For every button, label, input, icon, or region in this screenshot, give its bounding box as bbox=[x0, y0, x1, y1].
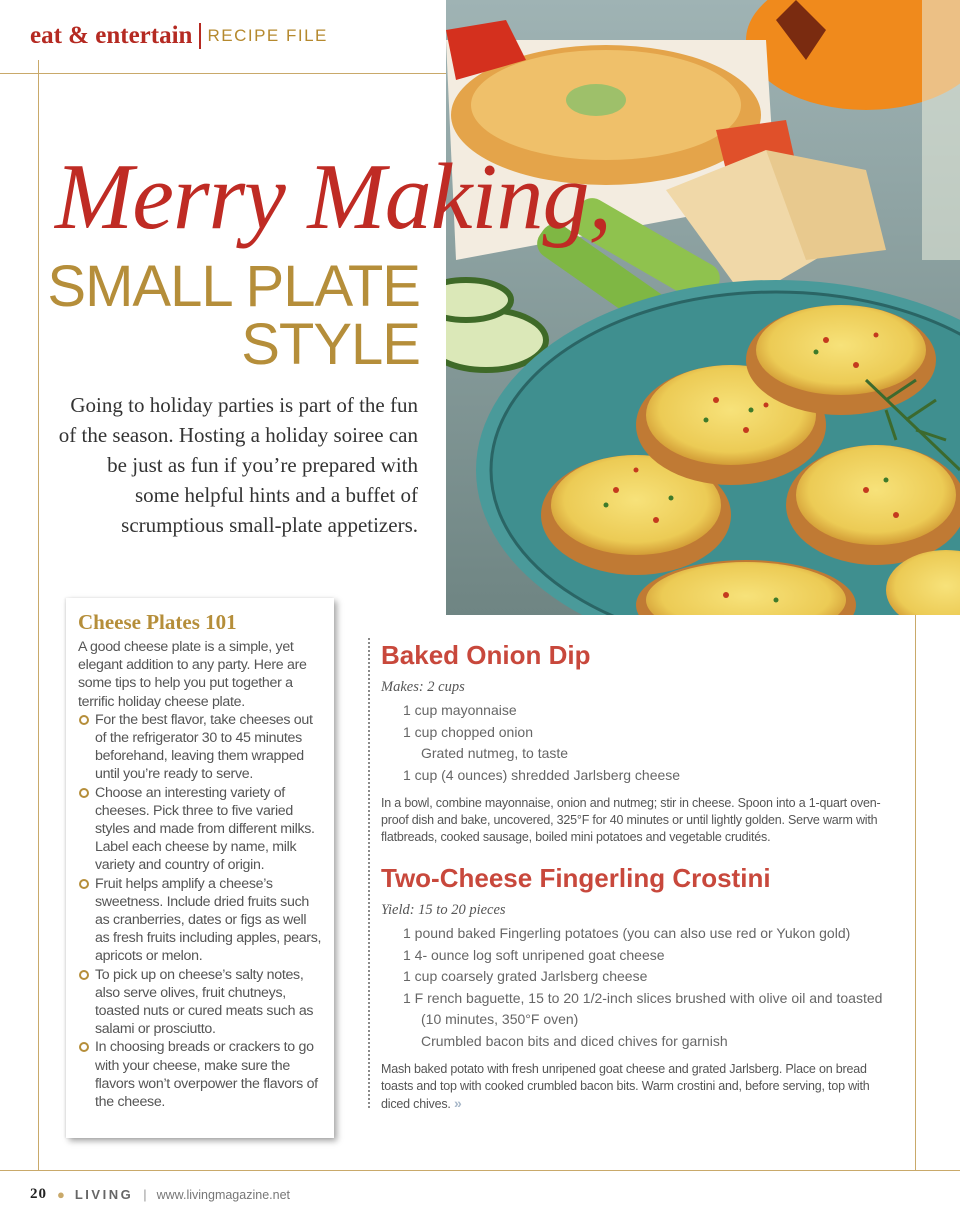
sidebar-tips-list bbox=[78, 711, 324, 1111]
page-title: Merry Making, bbox=[55, 145, 612, 249]
circle-bullet-icon bbox=[79, 879, 89, 889]
ingredient: 1 cup mayonnaise bbox=[403, 702, 517, 718]
right-margin-rule bbox=[915, 615, 916, 1170]
ingredient: 1 pound baked Fingerling potatoes (you can also use red or Yukon gold) bbox=[403, 925, 851, 941]
footer-rule bbox=[0, 1170, 960, 1171]
list-item: Choose an interesting variety of cheeses. Pick three to five varied styles and made from different milks. Label each cheese by name, milk variety and country of origin. bbox=[78, 784, 324, 875]
recipe-method: Mash baked potato with fresh unripened goat cheese and grated Jarlsberg. Place on bread toasts and top with cooked crumbled bacon bits. Warm crostini and, before serving, top with diced chives. » bbox=[381, 1062, 870, 1111]
section-divider bbox=[199, 23, 201, 49]
ingredient: Crumbled bacon bits and diced chives for garnish bbox=[421, 1032, 728, 1049]
ingredient: 1 cup chopped onion bbox=[403, 723, 533, 740]
ingredient: 1 4- ounce log soft unripened goat cheese bbox=[403, 946, 665, 963]
continue-arrow-icon: » bbox=[453, 1095, 460, 1111]
recipe-title: Two-Cheese Fingerling Crostini bbox=[381, 863, 771, 893]
ingredient: 1 F rench baguette, 15 to 20 1/2-inch slices brushed with olive oil and toasted (10 minutes, 350°F oven) bbox=[403, 989, 883, 1027]
column-divider bbox=[368, 638, 370, 1108]
page-subtitle bbox=[47, 254, 420, 377]
subtitle-line-1: SMALL PLATE bbox=[47, 254, 420, 319]
bullet-dot-icon: ● bbox=[57, 1187, 65, 1202]
section-name: eat & entertain bbox=[30, 22, 193, 49]
food-photo bbox=[446, 0, 960, 615]
website-link[interactable]: www.livingmagazine.net bbox=[156, 1187, 290, 1202]
cheese-plates-sidebar bbox=[66, 598, 334, 1138]
left-margin-rule bbox=[38, 60, 39, 1170]
circle-bullet-icon bbox=[79, 970, 89, 980]
ingredient: 1 cup (4 ounces) shredded Jarlsberg cheese bbox=[403, 766, 681, 783]
sidebar-heading: Cheese Plates 101 bbox=[78, 610, 237, 634]
recipe-yield: Yield: 15 to 20 pieces bbox=[381, 902, 506, 918]
circle-bullet-icon bbox=[79, 1042, 89, 1052]
recipe-method: In a bowl, combine mayonnaise, onion and nutmeg; stir in cheese. Spoon into a 1-quart oven-proof dish and bake, uncovered, 325°F for 40 minutes or until lightly golden. Serve warm with flatbreads, cooked sausage, boiled mini potatoes and vegetable crudités. bbox=[381, 796, 881, 844]
list-item: For the best flavor, take cheeses out of the refrigerator 30 to 45 minutes beforehand, leaving them wrapped until you’re ready to serve. bbox=[78, 711, 324, 784]
intro-paragraph: Going to holiday parties is part of the fun of the season. Hosting a holiday soiree can be just as fun if you’re prepared with some helpful hints and a buffet of scrumptious small-plate appetizers. bbox=[58, 393, 418, 537]
page-number: 20 bbox=[30, 1186, 47, 1202]
ingredient: 1 cup coarsely grated Jarlsberg cheese bbox=[403, 968, 648, 984]
list-item: To pick up on cheese’s salty notes, also serve olives, fruit chutneys, toasted nuts or cured meats such as salami or prosciutto. bbox=[78, 966, 324, 1039]
magazine-name: LIVING bbox=[74, 1187, 134, 1202]
header-rule bbox=[0, 73, 446, 74]
circle-bullet-icon bbox=[79, 715, 89, 725]
page-header bbox=[30, 22, 328, 50]
page-footer bbox=[30, 1186, 290, 1203]
sidebar-lead: A good cheese plate is a simple, yet elegant addition to any party. Here are some tips to help you put together a terrific holiday cheese plate. bbox=[78, 639, 307, 710]
recipe-baked-onion-dip bbox=[381, 640, 901, 846]
list-item: Fruit helps amplify a cheese’s sweetness. Include dried fruits such as cranberries, dates or figs as well as fresh fruits including apples, pears, apricots or melon. bbox=[78, 875, 324, 966]
recipe-yield: Makes: 2 cups bbox=[381, 679, 465, 695]
circle-bullet-icon bbox=[79, 788, 89, 798]
footer-separator: | bbox=[143, 1187, 147, 1202]
recipe-title: Baked Onion Dip bbox=[381, 640, 591, 670]
section-subtitle: RECIPE FILE bbox=[207, 26, 328, 45]
subtitle-line-2: STYLE bbox=[241, 312, 420, 377]
recipe-two-cheese-crostini bbox=[381, 863, 901, 1113]
ingredient: Grated nutmeg, to taste bbox=[421, 745, 569, 761]
list-item: In choosing breads or crackers to go with your cheese, make sure the flavors won’t overpower the flavors of the cheese. bbox=[78, 1038, 324, 1111]
